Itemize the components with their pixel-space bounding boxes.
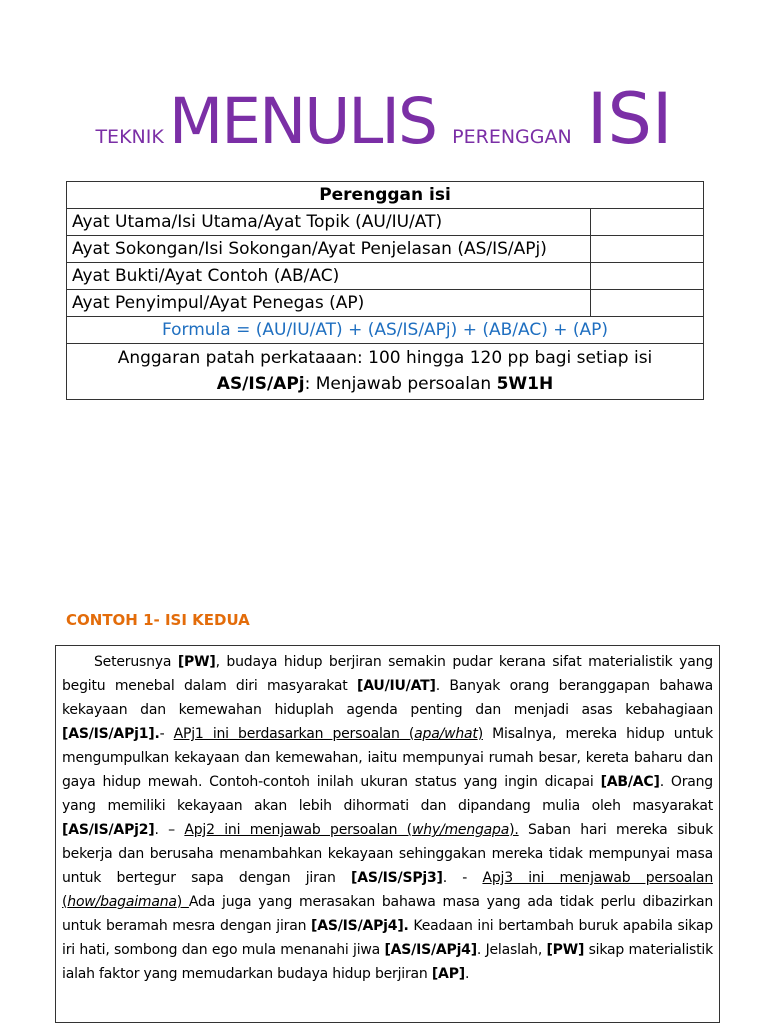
example-paragraph: Seterusnya [PW], budaya hidup berjiran semakin pudar kerana sifat materialistik yang begitu menebal dalam diri masyarakat [AU/IU/AT]. Banyak orang beranggapan bahawa kekayaan dan kemewahan hiduplah agenda penting dan menjadi asas kebahagiaan [AS/IS/APj1].- APj1 ini berdasarkan persoalan (apa/what) Misalnya, mereka hidup untuk mengumpulkan kekayaan dan kemewahan, iaitu mempunyai rumah besar, kereta baharu dan gaya hidup mewah. Contoh-contoh inilah ukuran status yang ingin dicapai [AB/AC]. Orang yang memiliki kekayaan akan lebih dihormati dan dipandang mulia oleh masyarakat [AS/IS/APj2]. – Apj2 ini menjawab persoalan (why/mengapa). Saban hari mereka sibuk bekerja dan berusaha menambahkan kekayaan sehinggakan mereka tidak mempunyai masa untuk bertegur sapa dengan jiran [AS/IS/SPj3]. - Apj3 ini menjawab persoalan (how/bagaimana) Ada juga yang merasakan bahawa masa yang ada tidak perlu dibazirkan untuk beramah mesra dengan jiran [AS/IS/APj4]. Keadaan ini bertambah buruk apabila sikap iri hati, sombong dan ego mula menanahi jiwa [AS/IS/APj4]. Jelaslah, [PW] sikap materialistik ialah faktor yang memudarkan budaya hidup berjiran [AP]. (62, 654, 714, 982)
note-word-count: Anggaran patah perkataaan: 100 hingga 120 pp bagi setiap isi (117, 348, 653, 368)
table-row (67, 209, 704, 236)
table-cell-empty (591, 263, 704, 290)
title-main: MENULIS (168, 85, 436, 158)
formula-row: Formula = (AU/IU/AT) + (AS/IS/APj) + (AB/AC) + (AP) (67, 317, 704, 344)
table-cell-label: Ayat Utama/Isi Utama/Ayat Topik (AU/IU/AT) (67, 209, 591, 236)
title-prefix: TEKNIK (95, 126, 164, 148)
table-cell-label: Ayat Bukti/Ayat Contoh (AB/AC) (67, 263, 591, 290)
table-cell-empty (591, 290, 704, 317)
table-cell-empty (591, 236, 704, 263)
table-cell-label: Ayat Sokongan/Isi Sokongan/Ayat Penjelasan (AS/IS/APj) (67, 236, 591, 263)
table-header: Perenggan isi (67, 182, 704, 209)
paragraph-structure-table (66, 181, 704, 400)
table-cell-label: Ayat Penyimpul/Ayat Penegas (AP) (67, 290, 591, 317)
notes-cell (67, 344, 704, 400)
table-row (67, 263, 704, 290)
table-row (67, 236, 704, 263)
example-passage (55, 645, 720, 1023)
note-5w1h: AS/IS/APj: Menjawab persoalan 5W1H (216, 374, 554, 394)
table-row (67, 290, 704, 317)
example-heading: CONTOH 1- ISI KEDUA (66, 611, 250, 629)
page-title (0, 78, 768, 158)
title-middle: PERENGGAN (452, 126, 572, 148)
title-end: ISI (586, 78, 673, 160)
table-cell-empty (591, 209, 704, 236)
